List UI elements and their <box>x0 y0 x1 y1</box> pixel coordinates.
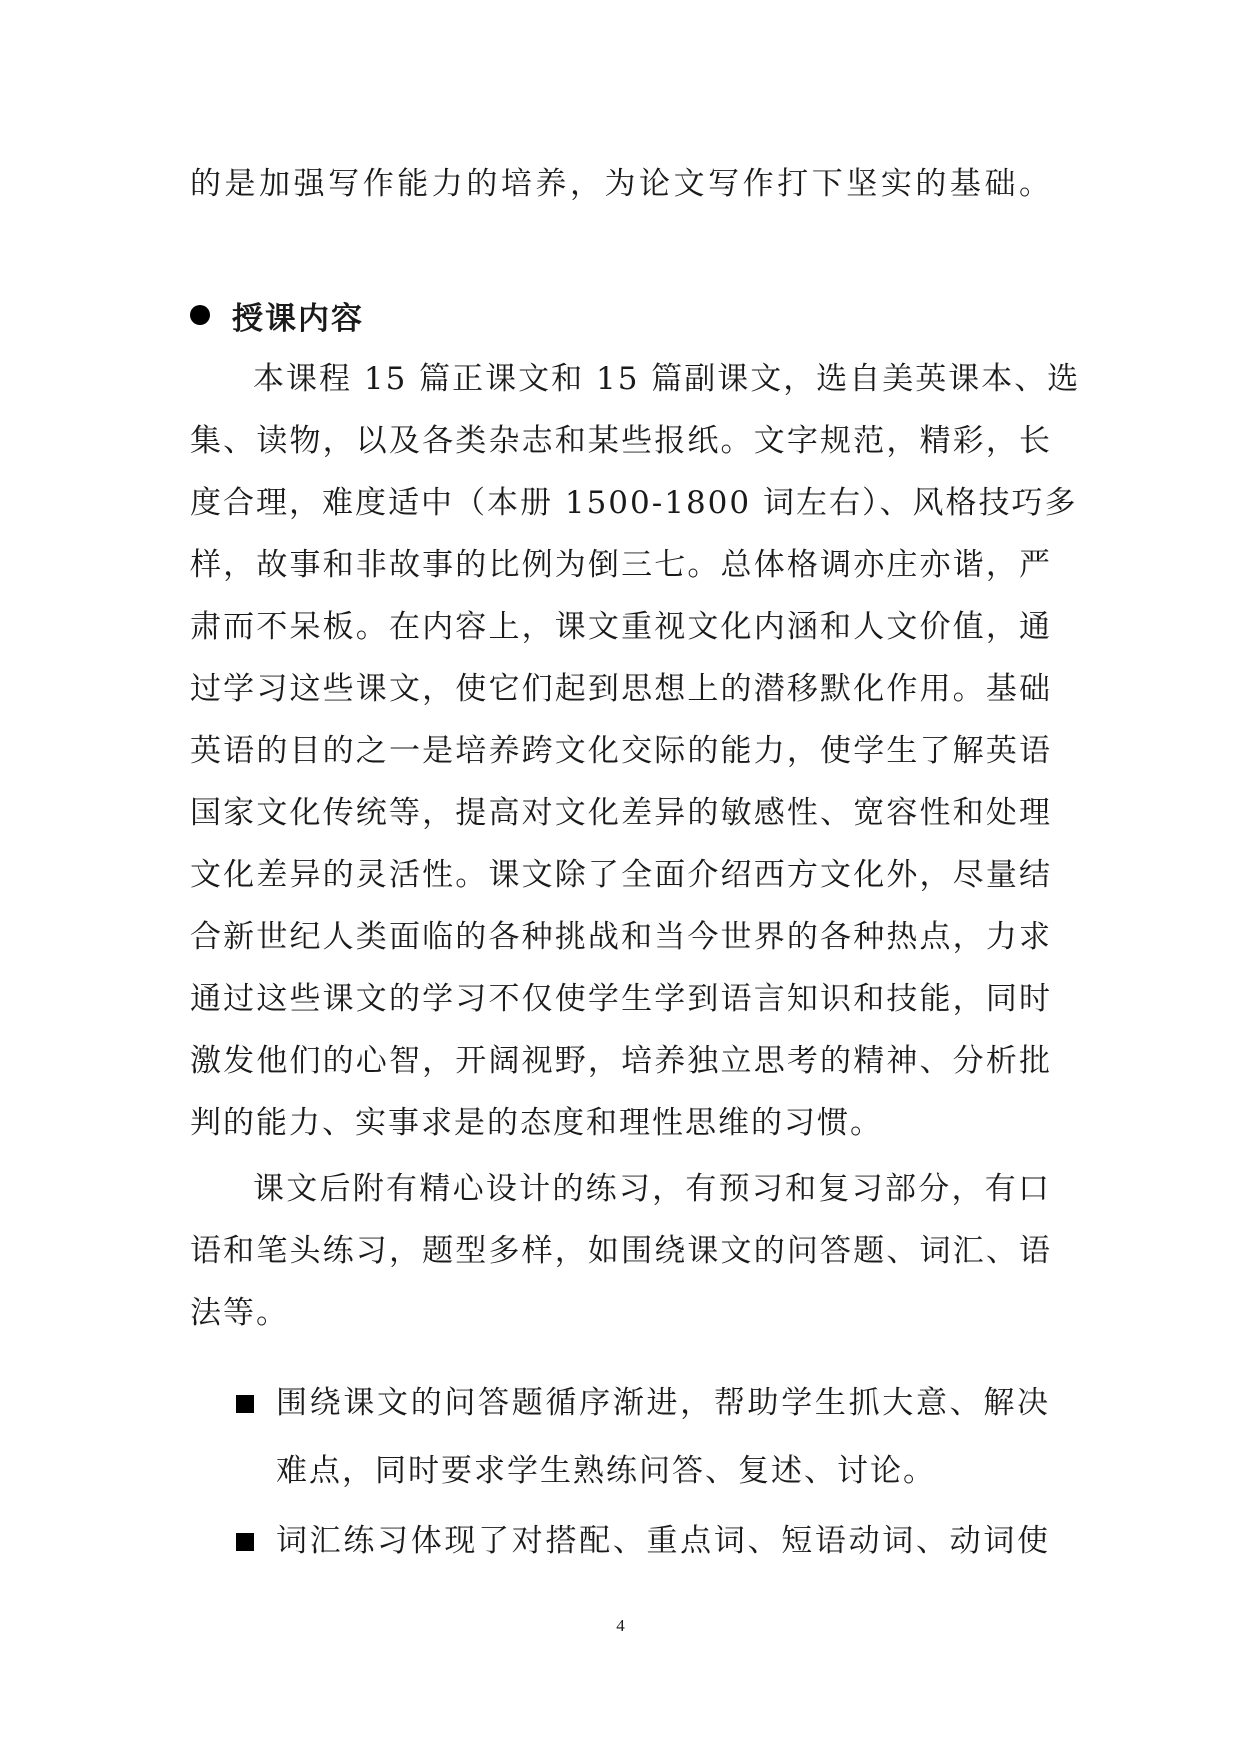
paragraph1-line: 英语的目的之一是培养跨文化交际的能力，使学生了解英语 <box>190 733 1052 769</box>
paragraph1-line: 样，故事和非故事的比例为倒三七。总体格调亦庄亦谐，严 <box>190 547 1052 583</box>
paragraph1-line: 激发他们的心智，开阔视野，培养独立思考的精神、分析批 <box>190 1043 1052 1079</box>
paragraph1-line: 本课程 15 篇正课文和 15 篇副课文，选自美英课本、选 <box>253 361 1081 397</box>
section-heading <box>190 293 364 337</box>
paragraph1-line: 过学习这些课文，使它们起到思想上的潜移默化作用。基础 <box>190 671 1052 707</box>
paragraph1-line: 文化差异的灵活性。课文除了全面介绍西方文化外，尽量结 <box>190 857 1052 893</box>
paragraph1-line: 国家文化传统等，提高对文化差异的敏感性、宽容性和处理 <box>190 795 1052 831</box>
bullet-line: 难点，同时要求学生熟练问答、复述、讨论。 <box>276 1453 936 1489</box>
paragraph1-line: 判的能力、实事求是的态度和理性思维的习惯。 <box>190 1105 883 1141</box>
paragraph1-line: 度合理，难度适中（本册 1500-1800 词左右）、风格技巧多 <box>190 485 1078 521</box>
paragraph1-line: 通过这些课文的学习不仅使学生学到语言知识和技能，同时 <box>190 981 1052 1017</box>
square-bullet-icon <box>236 1533 254 1551</box>
paragraph2-line: 语和笔头练习，题型多样，如围绕课文的问答题、词汇、语 <box>190 1233 1052 1269</box>
page-number: 4 <box>616 1616 625 1635</box>
paragraph1-line: 集、读物，以及各类杂志和某些报纸。文字规范，精彩，长 <box>190 423 1052 459</box>
paragraph2-line: 课文后附有精心设计的练习，有预习和复习部分，有口 <box>253 1171 1051 1207</box>
square-bullet-icon <box>236 1395 254 1413</box>
paragraph2-line: 法等。 <box>190 1295 289 1331</box>
paragraph1-line: 合新世纪人类面临的各种挑战和当今世界的各种热点，力求 <box>190 919 1052 955</box>
paragraph1-line: 肃而不呆板。在内容上，课文重视文化内涵和人文价值，通 <box>190 609 1052 645</box>
bullet-line: 词汇练习体现了对搭配、重点词、短语动词、动词使 <box>276 1523 1050 1559</box>
bullet-dot-icon <box>190 305 210 325</box>
section-heading-text: 授课内容 <box>232 300 364 337</box>
intro-line: 的是加强写作能力的培养，为论文写作打下坚实的基础。 <box>190 166 1052 202</box>
bullet-line: 围绕课文的问答题循序渐进，帮助学生抓大意、解决 <box>276 1385 1050 1421</box>
